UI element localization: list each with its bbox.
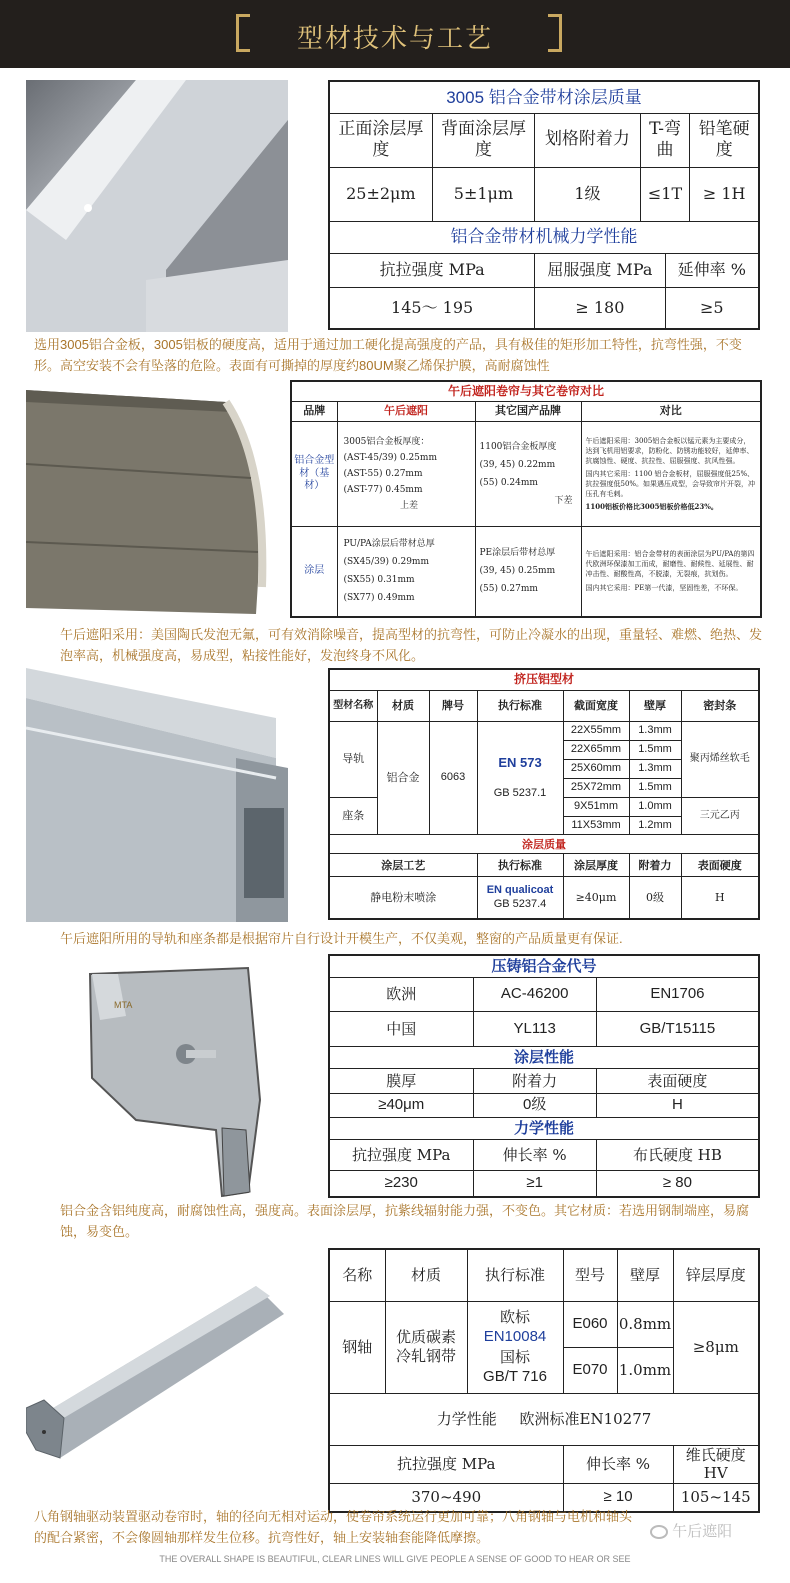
zinc-cell: ≥8μm	[673, 1301, 759, 1393]
mech-title: 力学性能	[329, 1118, 759, 1140]
compare-text: 午后遮阳采用：3005铝合金板以锰元素为主要成分，达到飞机用铝要求，防粉化、防锈功能较好，延伸率、抗腐蚀性、硬度、抗拉性、屈服强度、抗风性强。	[585, 436, 754, 465]
spec-line: (AST-45/39) 0.25mm	[343, 452, 437, 463]
standard-cell: GB 5237.1	[493, 787, 547, 800]
die-cast-table	[328, 954, 760, 1198]
value-cell: 145～ 195	[329, 287, 535, 329]
header-cell: 涂层工艺	[329, 854, 477, 877]
spec-line: 1100铝合金板厚度	[479, 441, 557, 452]
wall-cell: 1.3mm	[629, 722, 681, 741]
spec-line: 3005铝合金板厚度：	[343, 436, 430, 447]
spec-line: (55) 0.27mm	[479, 584, 538, 595]
coat-title: 涂层质量	[329, 835, 759, 854]
value-cell: ≥ 80	[596, 1170, 759, 1197]
value-cell: 5±1μm	[432, 167, 535, 221]
compare-text: 午后遮阳采用：铝合金带材的表面涂层为PU/PA的第四代欧洲环保漆加工而成，耐磨性、耐候性、延展性、耐冲击性、耐酸性高，不脱漆，无裂痕，抗划伤。	[585, 550, 755, 579]
grade-cell: 6063	[429, 722, 477, 835]
material-cell: 铝合金	[377, 722, 429, 835]
seat-label: 座条	[329, 797, 377, 835]
spec-line: (39, 45) 0.25mm	[479, 566, 556, 577]
row-label: 铝合金型材（基材）	[291, 421, 337, 526]
header-cell: 附着力	[629, 854, 681, 877]
caption-4: 铝合金含铝纯度高，耐腐蚀性高，强度高。表面涂层厚，抗紫线辐射能力强，不变色。其它材质：若选用钢制端座，易腐蚀，易变色。	[60, 1203, 750, 1239]
seal-cell: 聚丙烯丝软毛	[681, 722, 759, 798]
header-cell: 截面宽度	[563, 690, 629, 722]
header-cell: 型号	[563, 1249, 617, 1301]
spec-line: (SX77) 0.49mm	[343, 593, 415, 604]
spec-line: (AST-77) 0.45mm	[343, 484, 423, 495]
foam-slat-image	[26, 382, 270, 618]
header-cell: 执行标准	[467, 1249, 563, 1301]
code-cell: YL113	[473, 1012, 596, 1047]
header-cell: 午后遮阳	[337, 401, 475, 421]
header-cell: 屈服强度 MPa	[535, 253, 665, 287]
wall-cell: 1.3mm	[629, 759, 681, 778]
standard-cell: GB/T15115	[596, 1012, 759, 1047]
header-cell: 维氏硬度 HV	[673, 1445, 759, 1484]
value-cell: 静电粉末喷涂	[329, 877, 477, 919]
coating-quality-table	[328, 80, 760, 330]
header-cell: 其它国产品牌	[475, 401, 581, 421]
spec-line: (AST-55) 0.27mm	[343, 468, 423, 479]
spec-line: PU/PA涂层后带材总厚	[343, 539, 435, 550]
caption-2: 午后遮阳采用：美国陶氏发泡无氟，可有效消除噪音，提高型材的抗弯性，可防止冷凝水的出现，重量轻、难燃、绝热、发泡率高，机械强度高，易成型，粘接性能好，发泡终身不风化。	[60, 627, 763, 663]
header-cell: 密封条	[681, 690, 759, 722]
value-cell: ≥ 1H	[690, 167, 759, 221]
model-cell: E070	[563, 1347, 617, 1393]
steel-shaft-table	[328, 1248, 760, 1513]
compare-text: 国内其它采用：PE第一代漆，坚固性差，不环保。	[585, 584, 743, 593]
value-cell: 1级	[535, 167, 640, 221]
value-cell: ≥1	[473, 1170, 596, 1197]
watermark-text: 午后遮阳	[672, 1523, 733, 1540]
value-cell: ≥5	[665, 287, 759, 329]
region-cell: 欧洲	[329, 977, 473, 1012]
spec-line: (SX55) 0.31mm	[343, 575, 415, 586]
header-cell: 抗拉强度 MPa	[329, 253, 535, 287]
caption-1: 选用3005铝合金板，3005铝板的硬度高，适用于通过加工硬化提高强度的产品，具有极佳的矩形加工特性，抗弯性强，不变形。高空安装不会有坠落的危险。表面有可撕掉的厚度约80UM聚乙烯保护膜，高耐腐蚀性	[34, 337, 742, 373]
header-cell: 延伸率 %	[665, 253, 759, 287]
spec-line: 上差	[399, 500, 418, 511]
header-cell: 布氏硬度 HB	[596, 1140, 759, 1171]
header-cell: 附着力	[473, 1069, 596, 1093]
header-cell: 壁厚	[629, 690, 681, 722]
header-cell: 背面涂层厚度	[432, 113, 535, 167]
watermark	[650, 1520, 770, 1544]
header-cell: 执行标准	[477, 690, 563, 722]
size-cell: 11X53mm	[563, 816, 629, 835]
header-cell: 伸长率 %	[473, 1140, 596, 1171]
table-subtitle: 铝合金带材机械力学性能	[329, 221, 759, 253]
header-cell: 抗拉强度 MPa	[329, 1445, 563, 1484]
rail-label: 导轨	[329, 722, 377, 798]
header-cell: 锌层厚度	[673, 1249, 759, 1301]
wall-cell: 1.5mm	[629, 740, 681, 759]
header-cell: 材质	[377, 690, 429, 722]
wall-cell: 1.0mm	[617, 1347, 673, 1393]
wechat-icon	[650, 1525, 668, 1539]
header-cell: 伸长率 %	[563, 1445, 673, 1484]
value-cell: ≥230	[329, 1170, 473, 1197]
seal-cell: 三元乙丙	[681, 797, 759, 835]
code-cell: AC-46200	[473, 977, 596, 1012]
value-cell: 105~145	[673, 1484, 759, 1512]
value-cell: 25±2μm	[329, 167, 432, 221]
value-cell: 0级	[629, 877, 681, 919]
page-header	[0, 0, 790, 68]
end-cap-image-label: MTA	[114, 1000, 133, 1010]
model-cell: E060	[563, 1301, 617, 1347]
caption-5: 八角钢轴驱动装置驱动卷帘时，轴的径向无相对运动，使卷帘系统运行更加可靠；八角钢轴与电机和轴头的配合紧密，不会像圆轴那样发生位移。抗弯性好，轴上安装轴套能降低摩擦。	[34, 1509, 633, 1545]
header-cell: 正面涂层厚度	[329, 113, 432, 167]
page-title: 型材技术与工艺	[296, 24, 493, 54]
material-cell: 优质碳素冷轧钢带	[385, 1301, 467, 1393]
value-cell: ≥40μm	[563, 877, 629, 919]
coat-title: 涂层性能	[329, 1046, 759, 1068]
table-title: 3005 铝合金带材涂层质量	[329, 81, 759, 113]
value-cell: H	[596, 1093, 759, 1117]
header-cell: 划格附着力	[535, 113, 640, 167]
wall-cell: 1.0mm	[629, 797, 681, 816]
name-cell: 钢轴	[329, 1301, 385, 1393]
header-cell: 牌号	[429, 690, 477, 722]
guide-rail-image	[26, 668, 288, 922]
header-cell: 品牌	[291, 401, 337, 421]
header-cell: 型材名称	[329, 690, 377, 722]
right-bracket	[548, 14, 562, 52]
standard-cell: EN1706	[596, 977, 759, 1012]
size-cell: 25X60mm	[563, 759, 629, 778]
size-cell: 9X51mm	[563, 797, 629, 816]
value-cell: GB 5237.4	[493, 897, 547, 910]
standard-value: GB/T 716	[483, 1368, 547, 1385]
mech-label: 力学性能	[436, 1409, 497, 1428]
slat-profile-image	[26, 80, 288, 332]
header-cell: 壁厚	[617, 1249, 673, 1301]
table-title: 挤压铝型材	[329, 669, 759, 690]
spec-line: 下差	[554, 495, 573, 506]
wall-cell: 1.5mm	[629, 778, 681, 797]
row-label: 涂层	[291, 526, 337, 617]
header-cell: 表面硬度	[596, 1069, 759, 1093]
compare-text: 国内其它采用：1100 铝合金板材，屈服强度低25%、抗拉强度低50%。如果遇压成型，会导致帘片开裂，冲压孔有毛刺。	[585, 469, 756, 498]
size-cell: 25X72mm	[563, 778, 629, 797]
header-cell: 对比	[581, 401, 761, 421]
spec-line: PE涂层后带材总厚	[479, 548, 556, 559]
value-cell: 0级	[473, 1093, 596, 1117]
size-cell: 22X65mm	[563, 740, 629, 759]
standard-value: EN10084	[483, 1328, 547, 1345]
value-cell: 370~490	[329, 1484, 563, 1512]
steel-shaft-image	[26, 1282, 288, 1472]
value-cell: ≥ 180	[535, 287, 665, 329]
value-cell: EN qualicoat	[486, 883, 554, 896]
value-cell: ≥40μm	[329, 1093, 473, 1117]
wall-cell: 0.8mm	[617, 1301, 673, 1347]
caption-3: 午后遮阳所用的导轨和座条都是根据帘片自行设计开模生产，不仅美观，整窗的产品质量更有保证.	[60, 931, 623, 946]
header-cell: 执行标准	[477, 854, 563, 877]
region-cell: 中国	[329, 1012, 473, 1047]
header-cell: 表面硬度	[681, 854, 759, 877]
standard-cell: EN 573	[498, 755, 542, 771]
header-cell: T-弯曲	[640, 113, 690, 167]
compare-text: 1100铝板价格比3005铝板价格低23%。	[585, 501, 718, 511]
header-cell: 膜厚	[329, 1069, 473, 1093]
header-cell: 材质	[385, 1249, 467, 1301]
spec-line: (39, 45) 0.22mm	[479, 459, 556, 470]
header-cell: 名称	[329, 1249, 385, 1301]
comparison-table	[290, 380, 762, 618]
spec-line: (55) 0.24mm	[479, 477, 538, 488]
mech-standard: 欧洲标准EN10277	[519, 1409, 652, 1428]
extruded-profile-table	[328, 668, 760, 920]
header-cell: 涂层厚度	[563, 854, 629, 877]
footer-tagline: THE OVERALL SHAPE IS BEAUTIFUL, CLEAR LINES WILL GIVE PEOPLE A SENSE OF GOOD TO HEAR OR SEE	[159, 1554, 631, 1564]
end-cap-image	[26, 960, 288, 1200]
table-title: 午后遮阳卷帘与其它卷帘对比	[291, 381, 761, 401]
standard-label: 国标	[499, 1348, 530, 1366]
value-cell: ≥ 10	[563, 1484, 673, 1512]
header-cell: 铅笔硬度	[690, 113, 759, 167]
header-cell: 抗拉强度 MPa	[329, 1140, 473, 1171]
value-cell: H	[681, 877, 759, 919]
wall-cell: 1.2mm	[629, 816, 681, 835]
table-title: 压铸铝合金代号	[329, 955, 759, 977]
value-cell: ≤1T	[640, 167, 690, 221]
standard-label: 欧标	[499, 1308, 530, 1326]
spec-line: (SX45/39) 0.29mm	[343, 557, 429, 568]
size-cell: 22X55mm	[563, 722, 629, 741]
